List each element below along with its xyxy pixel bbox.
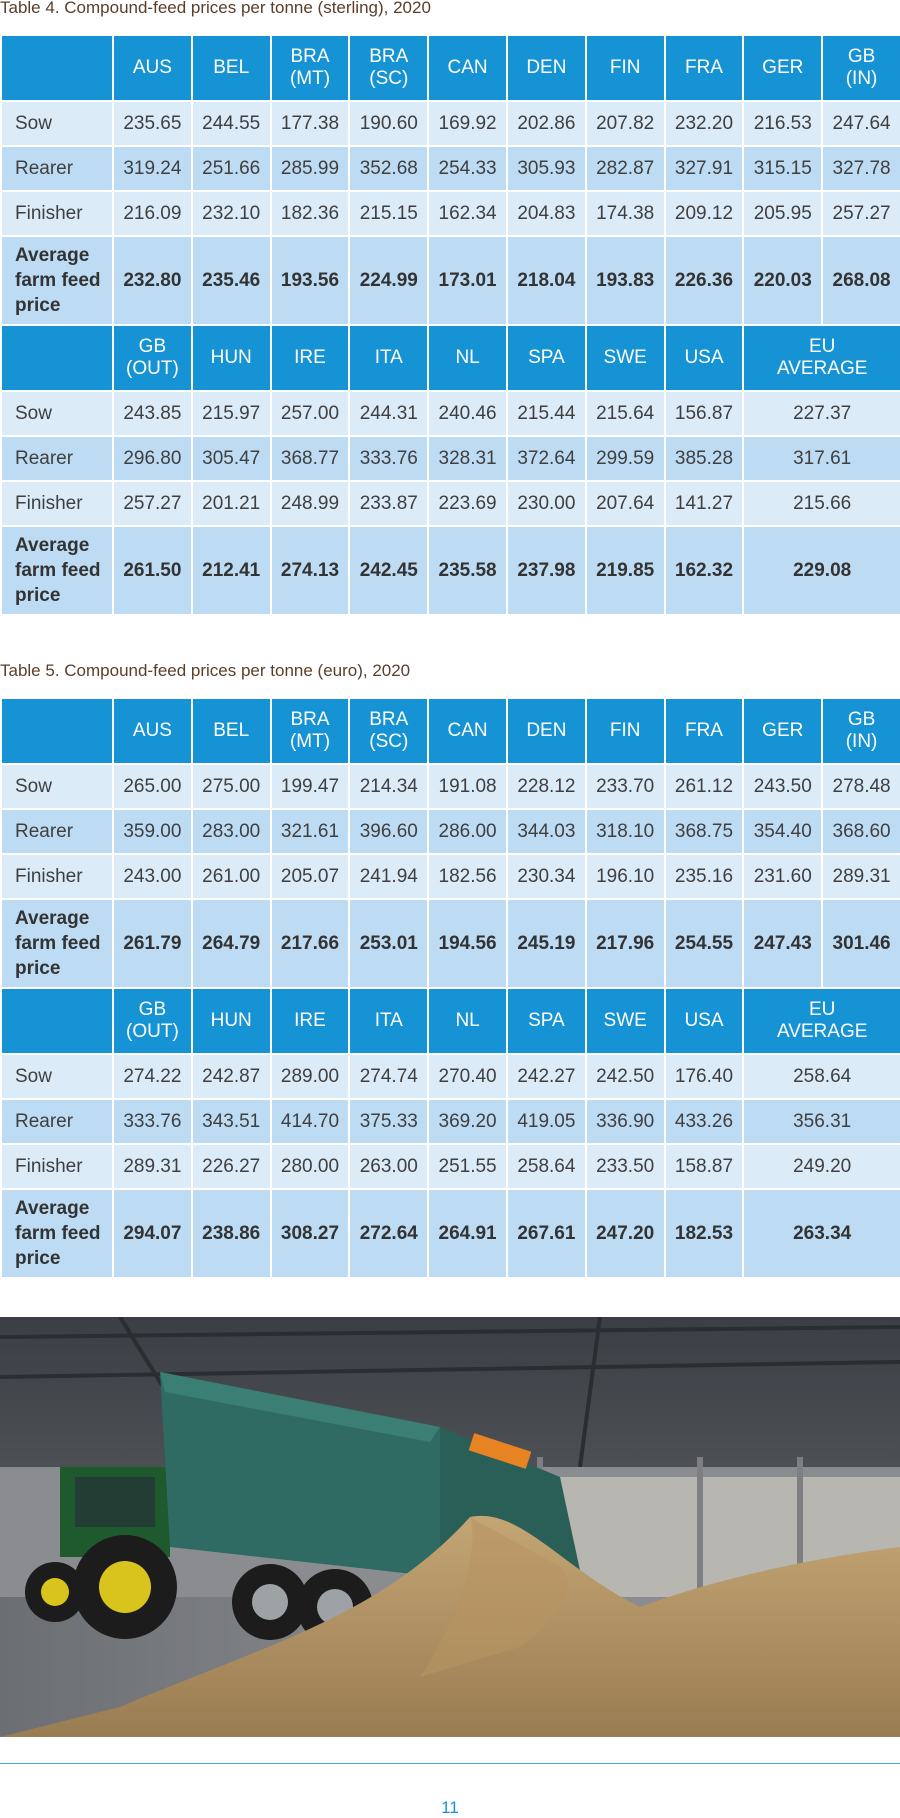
cell-text: price	[15, 958, 61, 979]
table-cell: 321.61	[271, 809, 350, 854]
column-header	[192, 698, 271, 764]
table-cell: 414.70	[271, 1099, 350, 1144]
page-number: 11	[441, 1798, 459, 1817]
table-cell: 254.33	[428, 146, 507, 191]
table-cell: 333.76	[113, 1099, 192, 1144]
table4-caption: Table 4. Compound-feed prices per tonne (sterling), 2020	[0, 0, 431, 17]
table-cell: 242.27	[507, 1054, 586, 1099]
table-cell: 352.68	[349, 146, 428, 191]
column-header	[428, 698, 507, 764]
table5-caption: Table 5. Compound-feed prices per tonne (euro), 2020	[0, 661, 411, 680]
table-cell: 327.78	[822, 146, 900, 191]
table-cell: 315.15	[743, 146, 822, 191]
table-cell: 372.64	[507, 436, 586, 481]
cell-text: Average	[15, 535, 90, 556]
table-cell: 248.99	[271, 481, 350, 526]
table-cell: 263.34	[743, 1189, 900, 1278]
table-cell: 289.31	[113, 1144, 192, 1189]
table-cell: 232.10	[192, 191, 271, 236]
table-cell: 274.13	[271, 526, 350, 615]
table-cell: 268.08	[822, 236, 900, 325]
table-cell: 257.27	[113, 481, 192, 526]
table-cell: 285.99	[271, 146, 350, 191]
cell-text: HUN	[210, 347, 252, 368]
cell-text: FIN	[609, 720, 641, 741]
table-row	[1, 191, 900, 236]
table-cell: 190.60	[349, 101, 428, 146]
table-cell: 194.56	[428, 899, 507, 988]
table-cell: 318.10	[586, 809, 665, 854]
table-cell: 238.86	[192, 1189, 271, 1278]
table-row	[1, 809, 900, 854]
table-cell: 375.33	[349, 1099, 428, 1144]
table-row	[1, 481, 900, 526]
table-cell: 199.47	[271, 764, 350, 809]
row-label: Sow	[1, 101, 113, 146]
table-cell: 182.36	[271, 191, 350, 236]
table-cell: 230.00	[507, 481, 586, 526]
table-cell: 278.48	[822, 764, 900, 809]
table-cell: 205.95	[743, 191, 822, 236]
table-cell: 207.82	[586, 101, 665, 146]
table-cell: 176.40	[665, 1054, 744, 1099]
header-row	[1, 698, 900, 764]
table-cell: 202.86	[507, 101, 586, 146]
table-cell: 162.32	[665, 526, 744, 615]
table-cell: 368.75	[665, 809, 744, 854]
table-cell: 343.51	[192, 1099, 271, 1144]
cell-text: AVERAGE	[776, 1021, 868, 1042]
table-cell: 233.87	[349, 481, 428, 526]
column-header	[428, 325, 507, 391]
cell-text: CAN	[447, 720, 488, 741]
table5	[0, 697, 900, 1279]
cell-text: Average	[15, 908, 90, 929]
cell-text: GB	[138, 336, 167, 357]
cell-text: GER	[762, 57, 804, 78]
column-header	[271, 35, 350, 101]
cell-text: HUN	[210, 1010, 252, 1031]
cell-text: SPA	[528, 347, 565, 368]
row-label: Rearer	[1, 1099, 113, 1144]
cell-text: BEL	[213, 720, 250, 741]
header-row	[1, 35, 900, 101]
cell-text: BRA	[290, 709, 330, 730]
table-row	[1, 1054, 900, 1099]
table-cell: 396.60	[349, 809, 428, 854]
table-cell: 368.60	[822, 809, 900, 854]
table-cell: 251.66	[192, 146, 271, 191]
table-cell: 289.31	[822, 854, 900, 899]
cell-text: SPA	[528, 1010, 565, 1031]
table-cell: 191.08	[428, 764, 507, 809]
table-cell: 254.55	[665, 899, 744, 988]
row-label: Sow	[1, 1054, 113, 1099]
table-cell: 243.00	[113, 854, 192, 899]
cell-text: EU	[808, 336, 836, 357]
row-label: Finisher	[1, 854, 113, 899]
grain-tipping-photo	[0, 1317, 900, 1737]
table-cell: 261.12	[665, 764, 744, 809]
table-cell: 356.31	[743, 1099, 900, 1144]
row-label: Finisher	[1, 191, 113, 236]
average-row	[1, 1189, 900, 1278]
table-cell: 174.38	[586, 191, 665, 236]
average-row	[1, 236, 900, 325]
table-cell: 209.12	[665, 191, 744, 236]
cell-text: Average	[15, 245, 90, 266]
table-cell: 261.00	[192, 854, 271, 899]
table-cell: 308.27	[271, 1189, 350, 1278]
table-row	[1, 1099, 900, 1144]
column-header	[743, 35, 822, 101]
table-cell: 231.60	[743, 854, 822, 899]
cell-text: EU	[808, 999, 836, 1020]
table-cell: 257.00	[271, 391, 350, 436]
table-cell: 282.87	[586, 146, 665, 191]
table-cell: 232.20	[665, 101, 744, 146]
cell-text: (IN)	[845, 68, 878, 89]
table-cell: 286.00	[428, 809, 507, 854]
column-header	[349, 988, 428, 1054]
cell-text: Average	[15, 1198, 90, 1219]
table-cell: 299.59	[586, 436, 665, 481]
column-header	[665, 988, 744, 1054]
table-cell: 263.00	[349, 1144, 428, 1189]
column-header	[428, 988, 507, 1054]
cell-text: (MT)	[289, 68, 331, 89]
column-header	[665, 325, 744, 391]
column-header	[743, 325, 900, 391]
column-header	[586, 988, 665, 1054]
table-cell: 257.27	[822, 191, 900, 236]
cell-text: BRA	[369, 709, 409, 730]
table-cell: 228.12	[507, 764, 586, 809]
table-row	[1, 146, 900, 191]
cell-text: FIN	[609, 57, 641, 78]
table-cell: 158.87	[665, 1144, 744, 1189]
table-cell: 283.00	[192, 809, 271, 854]
table-cell: 289.00	[271, 1054, 350, 1099]
table-cell: 169.92	[428, 101, 507, 146]
column-header	[743, 698, 822, 764]
table-row	[1, 391, 900, 436]
table-cell: 233.50	[586, 1144, 665, 1189]
row-label: Rearer	[1, 146, 113, 191]
column-header	[586, 35, 665, 101]
cell-text: (MT)	[289, 731, 331, 752]
table-cell: 207.64	[586, 481, 665, 526]
table-cell: 328.31	[428, 436, 507, 481]
cell-text: GB	[847, 46, 876, 67]
cell-text: farm feed	[15, 1223, 101, 1244]
table-cell: 242.45	[349, 526, 428, 615]
table-cell: 319.24	[113, 146, 192, 191]
row-label	[1, 526, 113, 615]
table-cell: 247.43	[743, 899, 822, 988]
row-label	[1, 899, 113, 988]
table-cell: 237.98	[507, 526, 586, 615]
table-cell: 193.56	[271, 236, 350, 325]
row-label	[1, 236, 113, 325]
table-cell: 242.87	[192, 1054, 271, 1099]
column-header	[113, 698, 192, 764]
table-cell: 173.01	[428, 236, 507, 325]
table-row	[1, 101, 900, 146]
table-cell: 212.41	[192, 526, 271, 615]
table-cell: 385.28	[665, 436, 744, 481]
table-cell: 232.80	[113, 236, 192, 325]
table-cell: 305.47	[192, 436, 271, 481]
table-cell: 359.00	[113, 809, 192, 854]
cell-text: BEL	[213, 57, 250, 78]
cell-text: (SC)	[369, 68, 409, 89]
cell-text: DEN	[526, 720, 567, 741]
cell-text: CAN	[447, 57, 488, 78]
table-cell: 226.27	[192, 1144, 271, 1189]
table-cell: 220.03	[743, 236, 822, 325]
table-cell: 244.55	[192, 101, 271, 146]
table-cell: 294.07	[113, 1189, 192, 1278]
table-cell: 272.64	[349, 1189, 428, 1278]
footer-rule	[0, 1763, 900, 1764]
table-cell: 215.15	[349, 191, 428, 236]
cell-text: BRA	[290, 46, 330, 67]
table-cell: 240.46	[428, 391, 507, 436]
table-cell: 216.09	[113, 191, 192, 236]
table-cell: 214.34	[349, 764, 428, 809]
column-header	[113, 988, 192, 1054]
table-cell: 141.27	[665, 481, 744, 526]
cell-text: NL	[455, 347, 480, 368]
table-row	[1, 436, 900, 481]
table-cell: 242.50	[586, 1054, 665, 1099]
table-cell: 177.38	[271, 101, 350, 146]
cell-text: DEN	[526, 57, 567, 78]
table-cell: 215.64	[586, 391, 665, 436]
corner-cell	[1, 698, 113, 764]
header-row	[1, 325, 900, 391]
cell-text: (OUT)	[126, 358, 179, 379]
table-cell: 280.00	[271, 1144, 350, 1189]
table-cell: 215.97	[192, 391, 271, 436]
table-cell: 270.40	[428, 1054, 507, 1099]
table-cell: 275.00	[192, 764, 271, 809]
cell-text: IRE	[294, 347, 326, 368]
table-cell: 229.08	[743, 526, 900, 615]
table-cell: 261.50	[113, 526, 192, 615]
table-cell: 182.56	[428, 854, 507, 899]
table-cell: 274.74	[349, 1054, 428, 1099]
average-row	[1, 526, 900, 615]
row-label: Sow	[1, 391, 113, 436]
table-cell: 301.46	[822, 899, 900, 988]
table-cell: 333.76	[349, 436, 428, 481]
column-header	[507, 988, 586, 1054]
table-row	[1, 764, 900, 809]
cell-text: USA	[684, 347, 724, 368]
table-cell: 227.37	[743, 391, 900, 436]
table-cell: 243.50	[743, 764, 822, 809]
column-header	[113, 325, 192, 391]
table-cell: 233.70	[586, 764, 665, 809]
table-cell: 265.00	[113, 764, 192, 809]
table-cell: 368.77	[271, 436, 350, 481]
table-cell: 264.91	[428, 1189, 507, 1278]
table-cell: 419.05	[507, 1099, 586, 1144]
corner-cell	[1, 988, 113, 1054]
column-header	[586, 698, 665, 764]
cell-text: (SC)	[369, 731, 409, 752]
table-cell: 369.20	[428, 1099, 507, 1144]
corner-cell	[1, 325, 113, 391]
cell-text: SWE	[603, 1010, 647, 1031]
table-cell: 193.83	[586, 236, 665, 325]
table-cell: 156.87	[665, 391, 744, 436]
table-cell: 251.55	[428, 1144, 507, 1189]
cell-text: price	[15, 295, 61, 316]
column-header	[192, 35, 271, 101]
cell-text: (OUT)	[126, 1021, 179, 1042]
table-cell: 235.58	[428, 526, 507, 615]
table-cell: 204.83	[507, 191, 586, 236]
row-label: Rearer	[1, 436, 113, 481]
table-cell: 196.10	[586, 854, 665, 899]
cell-text: AUS	[132, 720, 172, 741]
column-header	[271, 698, 350, 764]
cell-text: price	[15, 1248, 61, 1269]
table-cell: 336.90	[586, 1099, 665, 1144]
table-cell: 243.85	[113, 391, 192, 436]
column-header	[822, 35, 900, 101]
cell-text: USA	[684, 1010, 724, 1031]
table-cell: 267.61	[507, 1189, 586, 1278]
cell-text: AUS	[132, 57, 172, 78]
table-cell: 253.01	[349, 899, 428, 988]
cell-text: price	[15, 585, 61, 606]
table-cell: 264.79	[192, 899, 271, 988]
cell-text: NL	[455, 1010, 480, 1031]
table-cell: 223.69	[428, 481, 507, 526]
table-cell: 215.44	[507, 391, 586, 436]
table-cell: 344.03	[507, 809, 586, 854]
header-row	[1, 988, 900, 1054]
table-cell: 274.22	[113, 1054, 192, 1099]
table-cell: 249.20	[743, 1144, 900, 1189]
cell-text: ITA	[374, 347, 403, 368]
table-cell: 235.16	[665, 854, 744, 899]
table-cell: 241.94	[349, 854, 428, 899]
column-header	[349, 325, 428, 391]
corner-cell	[1, 35, 113, 101]
cell-text: farm feed	[15, 933, 101, 954]
table-cell: 244.31	[349, 391, 428, 436]
table-cell: 162.34	[428, 191, 507, 236]
table-cell: 219.85	[586, 526, 665, 615]
cell-text: farm feed	[15, 560, 101, 581]
table-cell: 205.07	[271, 854, 350, 899]
row-label	[1, 1189, 113, 1278]
column-header	[665, 35, 744, 101]
column-header	[349, 698, 428, 764]
cell-text: ITA	[374, 1010, 403, 1031]
table-cell: 296.80	[113, 436, 192, 481]
cell-text: GB	[138, 999, 167, 1020]
cell-text: AVERAGE	[776, 358, 868, 379]
table-cell: 235.46	[192, 236, 271, 325]
column-header	[665, 698, 744, 764]
table-cell: 258.64	[507, 1144, 586, 1189]
table-row	[1, 854, 900, 899]
column-header	[743, 988, 900, 1054]
table-cell: 230.34	[507, 854, 586, 899]
cell-text: BRA	[369, 46, 409, 67]
table-cell: 327.91	[665, 146, 744, 191]
column-header	[586, 325, 665, 391]
table-cell: 261.79	[113, 899, 192, 988]
table-cell: 235.65	[113, 101, 192, 146]
cell-text: SWE	[603, 347, 647, 368]
row-label: Rearer	[1, 809, 113, 854]
cell-text: farm feed	[15, 270, 101, 291]
cell-text: GER	[762, 720, 804, 741]
row-label: Finisher	[1, 481, 113, 526]
table-cell: 433.26	[665, 1099, 744, 1144]
table-cell: 258.64	[743, 1054, 900, 1099]
table-cell: 218.04	[507, 236, 586, 325]
column-header	[507, 698, 586, 764]
table-cell: 216.53	[743, 101, 822, 146]
table-cell: 354.40	[743, 809, 822, 854]
column-header	[271, 325, 350, 391]
column-header	[113, 35, 192, 101]
table-cell: 217.66	[271, 899, 350, 988]
column-header	[192, 325, 271, 391]
column-header	[271, 988, 350, 1054]
table4	[0, 34, 900, 616]
column-header	[507, 325, 586, 391]
table-cell: 215.66	[743, 481, 900, 526]
table-cell: 245.19	[507, 899, 586, 988]
table-cell: 317.61	[743, 436, 900, 481]
column-header	[192, 988, 271, 1054]
table-cell: 226.36	[665, 236, 744, 325]
cell-text: FRA	[684, 57, 723, 78]
cell-text: IRE	[294, 1010, 326, 1031]
column-header	[507, 35, 586, 101]
table-cell: 201.21	[192, 481, 271, 526]
average-row	[1, 899, 900, 988]
cell-text: FRA	[684, 720, 723, 741]
column-header	[822, 698, 900, 764]
column-header	[349, 35, 428, 101]
table-cell: 217.96	[586, 899, 665, 988]
table-cell: 182.53	[665, 1189, 744, 1278]
row-label: Sow	[1, 764, 113, 809]
cell-text: (IN)	[845, 731, 878, 752]
row-label: Finisher	[1, 1144, 113, 1189]
table-row	[1, 1144, 900, 1189]
table-cell: 247.64	[822, 101, 900, 146]
cell-text: GB	[847, 709, 876, 730]
table-cell: 305.93	[507, 146, 586, 191]
column-header	[428, 35, 507, 101]
table-cell: 247.20	[586, 1189, 665, 1278]
table-cell: 224.99	[349, 236, 428, 325]
